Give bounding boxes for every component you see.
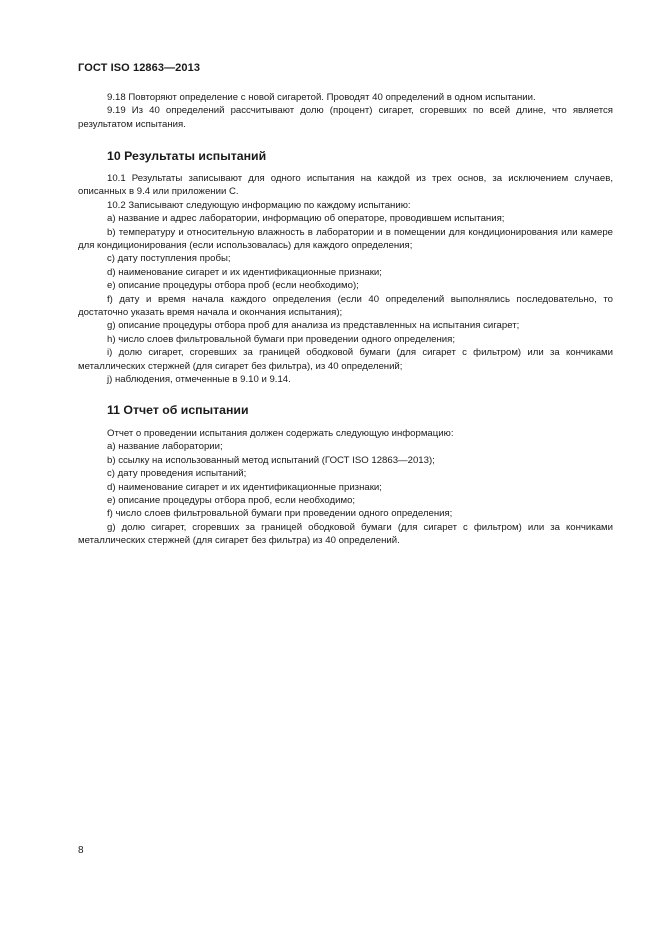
intro-block [78,91,613,131]
document-header: ГОСТ ISO 12863—2013 [78,62,201,74]
page-number: 8 [78,845,84,856]
section-10-body [78,172,613,387]
list-item-c: c) дату проведения испытаний; [107,468,247,480]
list-item-g: g) долю сигарет, сгоревших за границей ободковой бумаги (для сигарет с фильтром) или за кончиками металлических стержней (для сигарет без фильтра) из 40 определений. [78,521,613,547]
paragraph-10-2: 10.2 Записывают следующую информацию по каждому испытанию: [107,199,411,211]
list-item-b: b) температуру и относительную влажность в лаборатории и в помещении для кондиционирования или камере для кондиционирования (если использовалась) для каждого определения; [78,226,613,252]
list-item-f: f) дату и время начала каждого определения (если 40 определений выполнялись последовательно, то достаточно указать время начала и окончания испытания); [78,293,613,319]
section-11-title: 11 Отчет об испытании [107,403,249,417]
list-item-b: b) ссылку на использованный метод испытаний (ГОСТ ISO 12863—2013); [107,454,435,466]
list-item-j: j) наблюдения, отмеченные в 9.10 и 9.14. [107,374,291,386]
paragraph-10-1: 10.1 Результаты записывают для одного испытания на каждой из трех основ, за исключением случаев, описанных в 9.4 или приложении С. [78,173,613,198]
list-item-f: f) число слоев фильтровальной бумаги при проведении одного определения; [107,508,453,520]
list-item-h: h) число слоев фильтровальной бумаги при проведении одного определения; [107,333,456,345]
section-10-title: 10 Результаты испытаний [107,149,267,163]
list-item-a: a) название и адрес лаборатории, информацию об операторе, проводившем испытания; [107,213,505,225]
paragraph-9-18: 9.18 Повторяют определение с новой сигаретой. Проводят 40 определений в одном испытании. [107,92,536,103]
list-item-i: i) долю сигарет, сгоревших за границей ободковой бумаги (для сигарет с фильтром) или за кончиками металлических стержней (для сигарет без фильтра), из 40 определений; [78,347,613,372]
list-item-g: g) описание процедуры отбора проб для анализа из представленных на испытания сигарет; [107,320,520,332]
list-item-d: d) наименование сигарет и их идентификационные признаки; [107,481,382,493]
list-item-e: e) описание процедуры отбора проб (если необходимо); [107,280,359,292]
paragraph-11-intro: Отчет о проведении испытания должен содержать следующую информацию: [107,428,454,439]
list-item-d: d) наименование сигарет и их идентификационные признаки; [107,266,382,278]
list-item-a: a) название лаборатории; [107,441,223,453]
paragraph-9-19: 9.19 Из 40 определений рассчитывают долю (процент) сигарет, сгоревших по всей длине, что является результатом испытания. [78,105,613,130]
list-item-c: c) дату поступления пробы; [107,253,231,265]
section-11-body [78,427,613,548]
list-item-e: e) описание процедуры отбора проб, если необходимо; [107,495,356,507]
